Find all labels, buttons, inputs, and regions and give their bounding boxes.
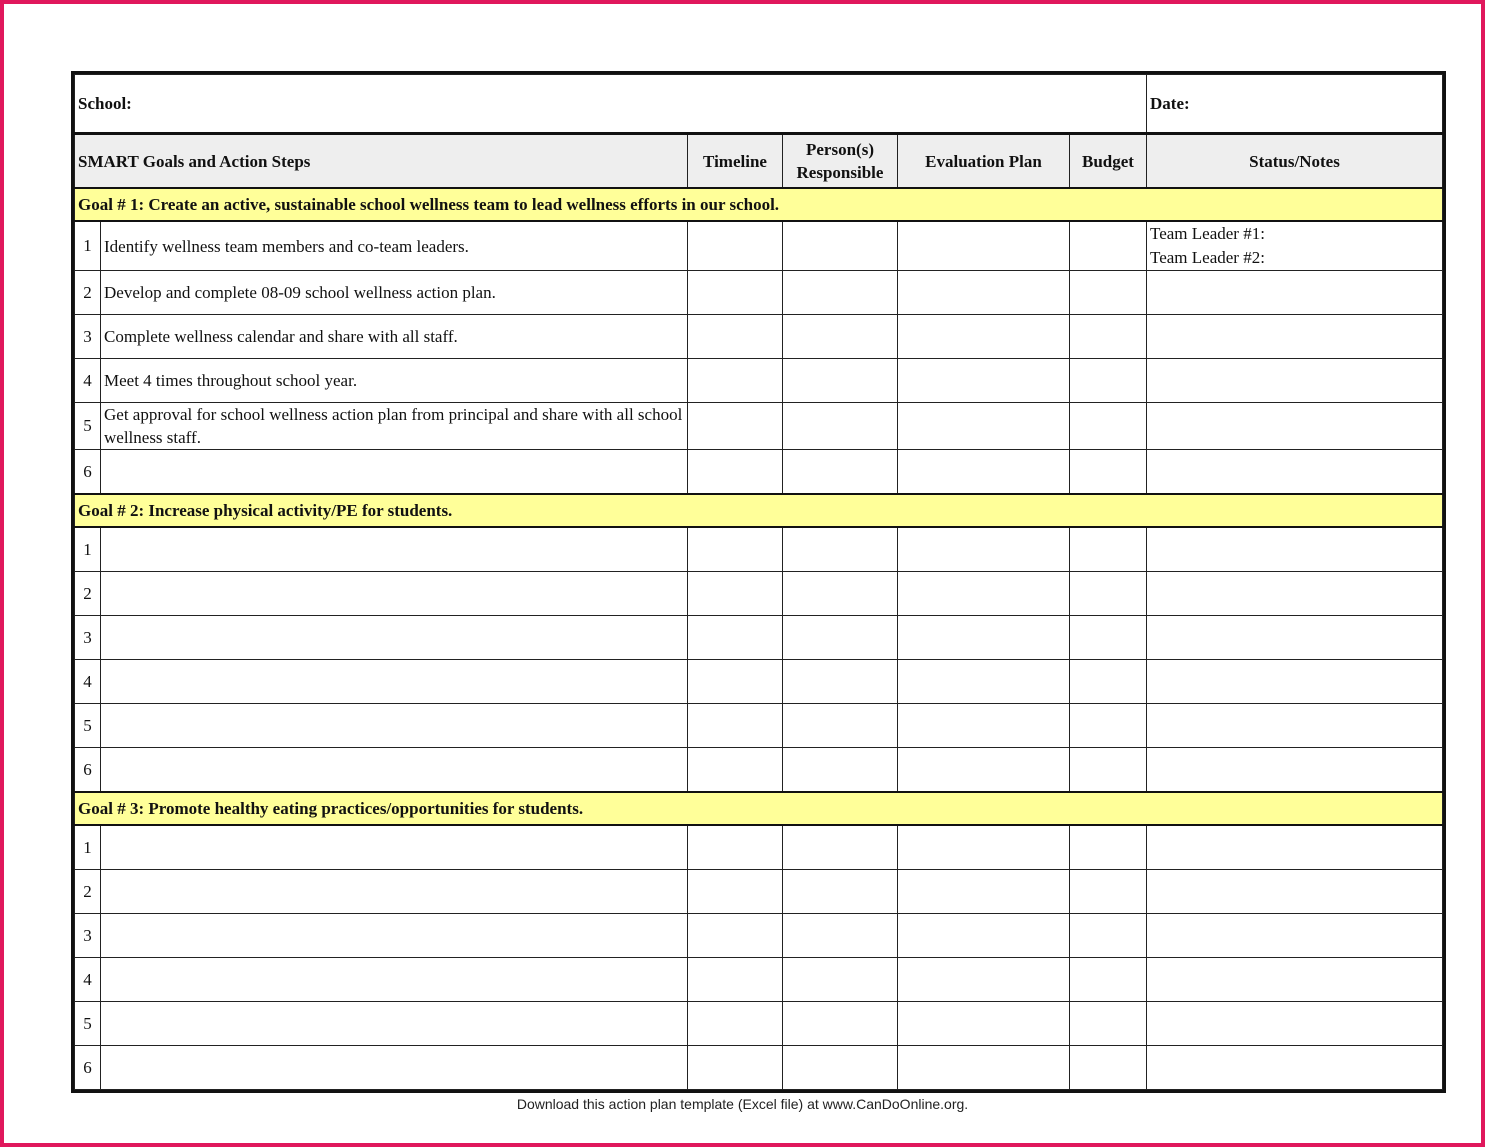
step-description-cell[interactable] xyxy=(101,660,688,704)
persons-cell[interactable] xyxy=(783,359,898,403)
step-description-cell[interactable] xyxy=(101,825,688,870)
budget-cell[interactable] xyxy=(1070,870,1147,914)
budget-cell[interactable] xyxy=(1070,748,1147,793)
status-notes-cell[interactable] xyxy=(1147,450,1443,495)
persons-cell[interactable] xyxy=(783,870,898,914)
col-persons-line2: Responsible xyxy=(796,163,884,182)
timeline-cell[interactable] xyxy=(688,403,783,450)
persons-cell[interactable] xyxy=(783,704,898,748)
col-timeline-header: Timeline xyxy=(688,134,783,189)
col-goals-header: SMART Goals and Action Steps xyxy=(75,134,688,189)
action-step-row xyxy=(75,1002,1443,1046)
timeline-cell[interactable] xyxy=(688,914,783,958)
evaluation-cell[interactable] xyxy=(898,271,1070,315)
step-number: 5 xyxy=(75,704,101,748)
action-step-row xyxy=(75,616,1443,660)
step-description-cell[interactable] xyxy=(101,748,688,793)
goal-title: Goal # 2: Increase physical activity/PE for students. xyxy=(75,494,1443,527)
school-field[interactable] xyxy=(75,75,1147,134)
action-step-row xyxy=(75,660,1443,704)
budget-cell[interactable] xyxy=(1070,958,1147,1002)
status-notes-cell[interactable] xyxy=(1147,271,1443,315)
persons-cell[interactable] xyxy=(783,748,898,793)
step-number: 3 xyxy=(75,914,101,958)
persons-cell[interactable] xyxy=(783,914,898,958)
persons-cell[interactable] xyxy=(783,403,898,450)
evaluation-cell[interactable] xyxy=(898,359,1070,403)
step-number: 6 xyxy=(75,748,101,793)
step-description-cell[interactable]: Develop and complete 08-09 school wellness action plan. xyxy=(101,271,688,315)
budget-cell[interactable] xyxy=(1070,315,1147,359)
step-number: 2 xyxy=(75,870,101,914)
status-note-line: Team Leader #2: xyxy=(1150,248,1265,267)
status-notes-cell[interactable] xyxy=(1147,315,1443,359)
timeline-cell[interactable] xyxy=(688,748,783,793)
evaluation-cell[interactable] xyxy=(898,958,1070,1002)
budget-cell[interactable] xyxy=(1070,221,1147,271)
header-row xyxy=(75,75,1443,134)
status-notes-cell[interactable] xyxy=(1147,748,1443,793)
status-notes-cell[interactable] xyxy=(1147,527,1443,572)
timeline-cell[interactable] xyxy=(688,616,783,660)
step-description-cell[interactable] xyxy=(101,450,688,495)
action-step-row xyxy=(75,704,1443,748)
budget-cell[interactable] xyxy=(1070,403,1147,450)
step-number: 5 xyxy=(75,403,101,450)
evaluation-cell[interactable] xyxy=(898,704,1070,748)
action-step-row xyxy=(75,1046,1443,1090)
status-notes-cell[interactable] xyxy=(1147,704,1443,748)
column-header-row xyxy=(75,134,1443,189)
step-number: 4 xyxy=(75,359,101,403)
persons-cell[interactable] xyxy=(783,450,898,495)
status-notes-cell[interactable] xyxy=(1147,825,1443,870)
step-description-cell[interactable] xyxy=(101,527,688,572)
timeline-cell[interactable] xyxy=(688,221,783,271)
step-description-cell[interactable] xyxy=(101,616,688,660)
action-step-row xyxy=(75,825,1443,870)
step-number: 2 xyxy=(75,572,101,616)
step-number: 1 xyxy=(75,221,101,271)
persons-cell[interactable] xyxy=(783,572,898,616)
step-number: 1 xyxy=(75,527,101,572)
status-notes-cell[interactable] xyxy=(1147,914,1443,958)
school-label: School: xyxy=(78,93,132,113)
timeline-cell[interactable] xyxy=(688,572,783,616)
timeline-cell[interactable] xyxy=(688,660,783,704)
evaluation-cell[interactable] xyxy=(898,221,1070,271)
evaluation-cell[interactable] xyxy=(898,1046,1070,1090)
step-number: 5 xyxy=(75,1002,101,1046)
status-notes-cell[interactable] xyxy=(1147,958,1443,1002)
persons-cell[interactable] xyxy=(783,271,898,315)
action-step-row xyxy=(75,914,1443,958)
status-notes-cell[interactable] xyxy=(1147,616,1443,660)
step-number: 1 xyxy=(75,825,101,870)
step-number: 4 xyxy=(75,958,101,1002)
persons-cell[interactable] xyxy=(783,958,898,1002)
step-description-cell[interactable] xyxy=(101,1002,688,1046)
step-description-cell[interactable] xyxy=(101,958,688,1002)
action-step-row xyxy=(75,450,1443,495)
step-number: 2 xyxy=(75,271,101,315)
step-number: 3 xyxy=(75,315,101,359)
step-description-cell[interactable] xyxy=(101,1046,688,1090)
status-notes-cell[interactable] xyxy=(1147,403,1443,450)
evaluation-cell[interactable] xyxy=(898,403,1070,450)
timeline-cell[interactable] xyxy=(688,1046,783,1090)
action-step-row xyxy=(75,221,1443,271)
col-persons-line1: Person(s) xyxy=(806,140,874,159)
goal-title: Goal # 3: Promote healthy eating practices/opportunities for students. xyxy=(75,792,1443,825)
status-notes-cell[interactable] xyxy=(1147,221,1443,271)
evaluation-cell[interactable] xyxy=(898,870,1070,914)
evaluation-cell[interactable] xyxy=(898,315,1070,359)
status-note-line: Team Leader #1: xyxy=(1150,224,1265,243)
step-number: 6 xyxy=(75,450,101,495)
timeline-cell[interactable] xyxy=(688,825,783,870)
budget-cell[interactable] xyxy=(1070,450,1147,495)
footer-note: Download this action plan template (Excel file) at www.CanDoOnline.org. xyxy=(516,1096,969,1112)
step-description-cell[interactable]: Complete wellness calendar and share with all staff. xyxy=(101,315,688,359)
timeline-cell[interactable] xyxy=(688,958,783,1002)
goal-row xyxy=(75,792,1443,825)
budget-cell[interactable] xyxy=(1070,660,1147,704)
status-notes-cell[interactable] xyxy=(1147,660,1443,704)
step-description-cell[interactable] xyxy=(101,870,688,914)
timeline-cell[interactable] xyxy=(688,271,783,315)
evaluation-cell[interactable] xyxy=(898,825,1070,870)
persons-cell[interactable] xyxy=(783,221,898,271)
col-status-header: Status/Notes xyxy=(1147,134,1443,189)
persons-cell[interactable] xyxy=(783,1002,898,1046)
budget-cell[interactable] xyxy=(1070,1002,1147,1046)
action-step-row xyxy=(75,870,1443,914)
status-notes-cell[interactable] xyxy=(1147,1002,1443,1046)
date-field[interactable] xyxy=(1147,75,1443,134)
evaluation-cell[interactable] xyxy=(898,527,1070,572)
timeline-cell[interactable] xyxy=(688,704,783,748)
action-plan-sheet xyxy=(71,71,1446,1093)
step-number: 4 xyxy=(75,660,101,704)
evaluation-cell[interactable] xyxy=(898,572,1070,616)
budget-cell[interactable] xyxy=(1070,1046,1147,1090)
budget-cell[interactable] xyxy=(1070,527,1147,572)
goal-row xyxy=(75,188,1443,221)
timeline-cell[interactable] xyxy=(688,359,783,403)
evaluation-cell[interactable] xyxy=(898,616,1070,660)
col-budget-header: Budget xyxy=(1070,134,1147,189)
budget-cell[interactable] xyxy=(1070,271,1147,315)
persons-cell[interactable] xyxy=(783,660,898,704)
timeline-cell[interactable] xyxy=(688,870,783,914)
persons-cell[interactable] xyxy=(783,1046,898,1090)
timeline-cell[interactable] xyxy=(688,450,783,495)
status-notes-cell[interactable] xyxy=(1147,359,1443,403)
action-plan-table xyxy=(74,74,1443,1090)
budget-cell[interactable] xyxy=(1070,914,1147,958)
action-step-row xyxy=(75,958,1443,1002)
timeline-cell[interactable] xyxy=(688,1002,783,1046)
col-persons-header xyxy=(783,134,898,189)
goal-title: Goal # 1: Create an active, sustainable school wellness team to lead wellness efforts in our school. xyxy=(75,188,1443,221)
status-notes-cell[interactable] xyxy=(1147,572,1443,616)
step-description-cell[interactable] xyxy=(101,572,688,616)
action-step-row xyxy=(75,271,1443,315)
step-description-cell[interactable]: Meet 4 times throughout school year. xyxy=(101,359,688,403)
budget-cell[interactable] xyxy=(1070,616,1147,660)
status-notes-cell[interactable] xyxy=(1147,1046,1443,1090)
step-number: 6 xyxy=(75,1046,101,1090)
evaluation-cell[interactable] xyxy=(898,660,1070,704)
action-step-row xyxy=(75,572,1443,616)
budget-cell[interactable] xyxy=(1070,359,1147,403)
goal-row xyxy=(75,494,1443,527)
step-number: 3 xyxy=(75,616,101,660)
budget-cell[interactable] xyxy=(1070,572,1147,616)
status-notes-cell[interactable] xyxy=(1147,870,1443,914)
evaluation-cell[interactable] xyxy=(898,1002,1070,1046)
evaluation-cell[interactable] xyxy=(898,914,1070,958)
evaluation-cell[interactable] xyxy=(898,748,1070,793)
timeline-cell[interactable] xyxy=(688,315,783,359)
timeline-cell[interactable] xyxy=(688,527,783,572)
persons-cell[interactable] xyxy=(783,616,898,660)
step-description-cell[interactable]: Identify wellness team members and co-team leaders. xyxy=(101,221,688,271)
evaluation-cell[interactable] xyxy=(898,450,1070,495)
persons-cell[interactable] xyxy=(783,315,898,359)
date-label: Date: xyxy=(1150,93,1190,113)
action-step-row xyxy=(75,748,1443,793)
action-step-row xyxy=(75,359,1443,403)
step-description-cell[interactable] xyxy=(101,914,688,958)
action-step-row xyxy=(75,315,1443,359)
col-evaluation-header: Evaluation Plan xyxy=(898,134,1070,189)
persons-cell[interactable] xyxy=(783,825,898,870)
step-description-cell[interactable]: Get approval for school wellness action plan from principal and share with all school wellness staff. xyxy=(101,403,688,450)
action-step-row xyxy=(75,403,1443,450)
step-description-cell[interactable] xyxy=(101,704,688,748)
persons-cell[interactable] xyxy=(783,527,898,572)
action-step-row xyxy=(75,527,1443,572)
budget-cell[interactable] xyxy=(1070,704,1147,748)
budget-cell[interactable] xyxy=(1070,825,1147,870)
